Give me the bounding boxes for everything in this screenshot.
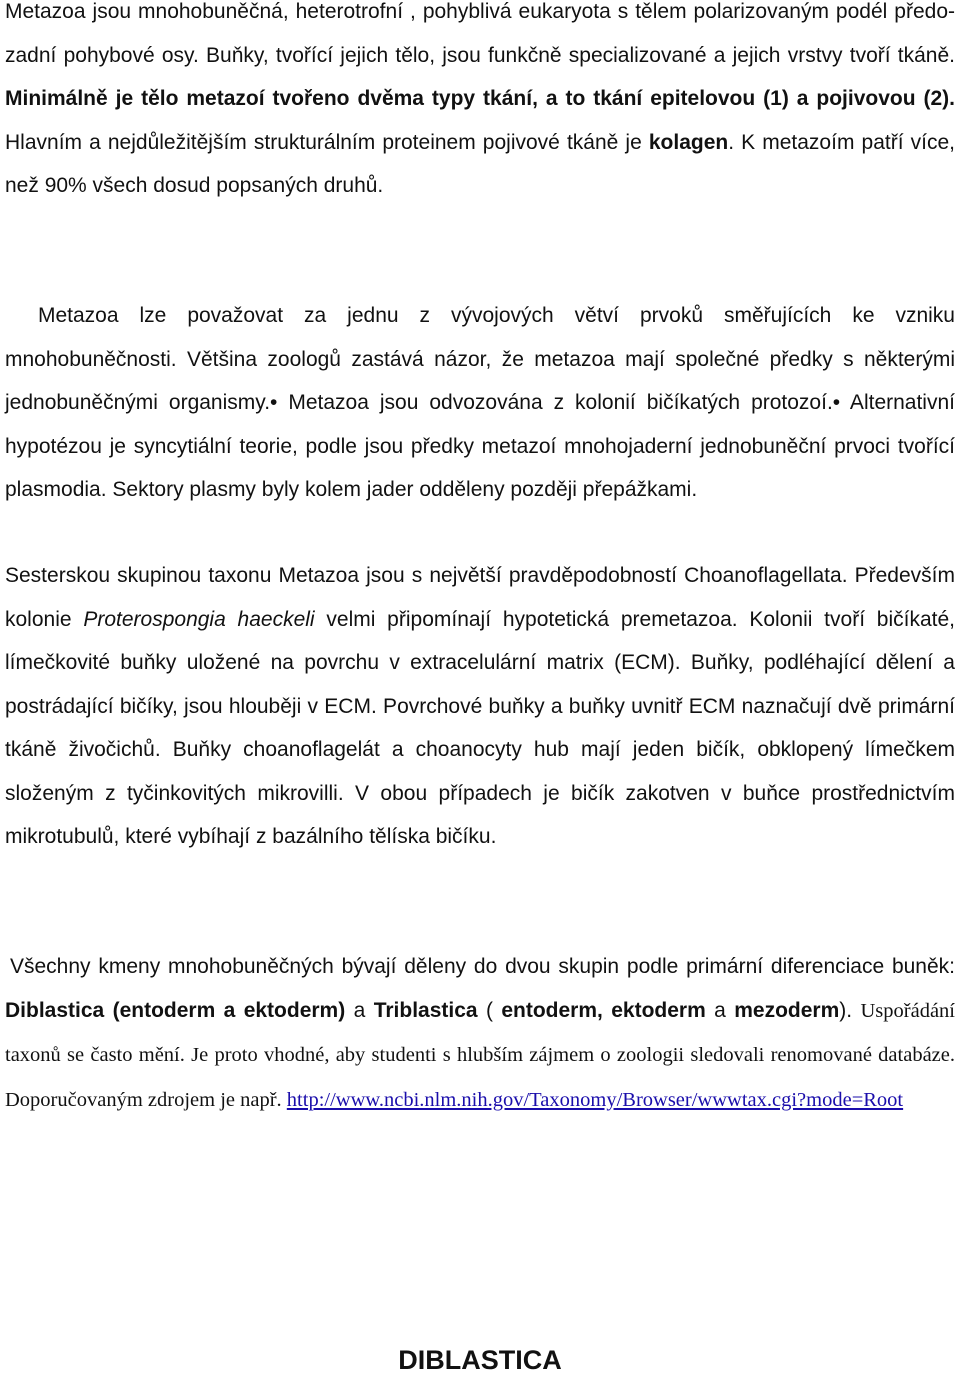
paragraph-classification — [5, 945, 955, 1122]
class-text-5: ). — [839, 998, 861, 1022]
paragraph-intro — [5, 0, 955, 208]
paragraph-choanoflagellata — [5, 554, 955, 859]
class-text-2: a — [345, 998, 374, 1022]
choano-text-2: velmi připomínají hypotetická premetazoa. Kolonii tvoří bičíkaté, límečkovité buňky uložené na povrchu v extracelulární matrix (ECM). Buňky, podléhající dělení a postrádající bičíky, jsou hlouběji v ECM. Povrchové buňky a buňky uvnitř ECM naznačují dvě primární tkáně živočichů. Buňky choanoflagelát a choanocyty hub mají jeden bičík, obklopený límečkem složeným z tyčinkovitých mikrovilli. V obou případech je bičík zakotven v buňce prostřednictvím mikrotubulů, které vybíhají z bazálního tělíska bičíku. — [5, 607, 956, 848]
section-heading: DIBLASTICA — [398, 1345, 562, 1375]
intro-bold-tissues: Minimálně je tělo metazoí tvořeno dvěma typy tkání, a to tkání epitelovou (1) a pojivovou (2). — [5, 87, 955, 110]
ncbi-taxonomy-link[interactable]: http://www.ncbi.nlm.nih.gov/Taxonomy/Browser/wwwtax.cgi?mode=Root — [286, 1088, 904, 1111]
class-bold-mezoderm: mezoderm — [734, 998, 840, 1022]
class-bold-layers: entoderm, ektoderm — [501, 998, 706, 1022]
class-text-1: Všechny kmeny mnohobuněčných bývají děleny do dvou skupin podle primární diferenciace buněk: — [10, 955, 955, 978]
class-text-4: a — [705, 998, 735, 1022]
intro-bold-collagen: kolagen — [648, 130, 729, 154]
class-bold-diblastica: Diblastica (entoderm a ektoderm) — [5, 998, 346, 1022]
class-serif-note: Uspořádání taxonů se často mění. Je proto vhodné, aby studenti s hlubším zájmem o zoologii sledovali renomované databáze. Doporučovaným zdrojem je např. — [5, 999, 955, 1111]
intro-text-2: Hlavním a nejdůležitějším strukturálním proteinem pojivové tkáně je — [5, 130, 649, 154]
choano-italic-species: Proterospongia haeckeli — [83, 607, 315, 631]
paragraph-origin — [5, 294, 955, 512]
class-text-3: ( — [477, 998, 502, 1022]
origin-text: Metazoa lze považovat za jednu z vývojových větví prvoků směřujících ke vzniku mnohobuněčnosti. Většina zoologů zastává názor, že metazoa mají společné předky s některými jednobuněčnými organismy.• Metazoa jsou odvozována z kolonií bičíkatých protozoí.• Alternativní hypotézou je syncytiální teorie, podle jsou předky metazoí mnohojaderní jednobuněční prvoci tvořící plasmodia. Sektory plasmy byly kolem jader odděleny později přepážkami. — [5, 304, 955, 501]
intro-text-3: . K metazoím patří více, než 90% všech dosud popsaných druhů. — [5, 130, 955, 197]
choano-text-1: Sesterskou skupinou taxonu Metazoa jsou s největší pravděpodobností Choanoflagellata. Především kolonie — [5, 564, 955, 631]
intro-text-1: Metazoa jsou mnohobuněčná, heterotrofní , pohyblivá eukaryota s tělem polarizovaným podél předo-zadní pohybové osy. Buňky, tvořící jejich tělo, jsou funkčně specializované a jejich vrstvy tvoří tkáně. — [5, 0, 955, 67]
class-bold-triblastica: Triblastica — [373, 998, 478, 1022]
